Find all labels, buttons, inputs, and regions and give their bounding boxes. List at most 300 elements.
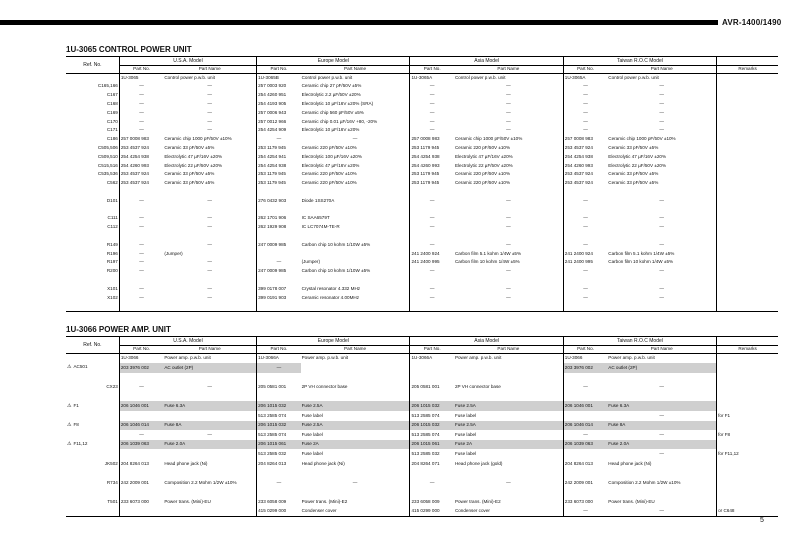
part-no-cell: — (257, 258, 301, 267)
part-no-cell: 257 0008 983 (119, 135, 163, 144)
ref-no-text: R200 (106, 268, 118, 274)
table-row (66, 179, 778, 188)
part-no-cell (563, 449, 607, 459)
part-name-cell: Carbon chip 10 kohm 1/10W ±5% (301, 241, 371, 247)
part-no-cell: 205 0581 001 (257, 382, 301, 392)
part-name-cell: Power trans. (Mini)-E2 (301, 498, 348, 504)
table-row (66, 459, 778, 469)
part-no-cell: 253 4537 924 (119, 144, 163, 153)
part-name-cell (607, 188, 716, 197)
table-row (66, 91, 778, 100)
part-name-cell: — (207, 285, 213, 291)
part-name-header: Part Name (607, 66, 716, 74)
part-no-cell: 415 0299 000 (257, 507, 301, 517)
table-row (66, 392, 778, 402)
table-row (66, 249, 778, 258)
part-name-cell: AC outlet (2P) (607, 363, 716, 373)
part-no-cell: 233 6073 000 (119, 497, 163, 507)
remarks-cell (717, 354, 778, 364)
part-name-cell (163, 488, 256, 498)
part-no-cell: — (563, 82, 607, 91)
ref-no-cell (66, 179, 119, 188)
part-name-cell: Ceramic 33 pF/50V ±5% (608, 144, 659, 150)
ref-no-text: C509,510 (97, 153, 118, 159)
part-no-cell: — (563, 241, 607, 250)
ref-no-cell (66, 144, 119, 153)
part-no-cell: 233 6073 000 (563, 497, 607, 507)
part-no-cell (563, 188, 607, 197)
ref-no-text: C170 (106, 118, 118, 124)
remarks-cell (717, 100, 778, 109)
part-no-cell: — (119, 382, 163, 392)
part-no-cell: 253 1179 945 (410, 170, 454, 179)
part-no-header: Part No. (257, 66, 301, 74)
part-name-cell: — (506, 83, 511, 89)
ref-no-text: C186 (106, 136, 118, 142)
part-no-cell: — (563, 197, 607, 206)
parts-table-power-amp (66, 336, 778, 517)
part-no-cell: — (119, 82, 163, 91)
part-no-cell: 206 1015 061 (257, 440, 301, 450)
header-row-columns (66, 66, 778, 74)
part-no-cell: 1U-3065B (257, 74, 301, 83)
remarks-cell (717, 382, 778, 392)
part-name-cell: Fuse 2.5A (301, 421, 410, 431)
part-name-cell: Carbon film 10 kohm 1/4W ±5% (608, 259, 674, 265)
part-no-cell: 253 1179 945 (257, 170, 301, 179)
part-no-cell: — (119, 214, 163, 223)
part-name-cell (454, 488, 563, 498)
part-name-cell (301, 302, 410, 311)
part-name-cell: Fuse 2.5A (301, 401, 410, 411)
table-row (66, 401, 778, 411)
remarks-cell (717, 373, 778, 383)
remarks-cell (717, 126, 778, 135)
ref-no-cell (66, 276, 119, 285)
part-no-header: Part No. (119, 66, 163, 74)
ref-no-cell (66, 401, 119, 411)
remarks-cell: for F11,12 (717, 449, 778, 459)
part-name-cell: Ceramic 220 pF/50V ±10% (454, 171, 511, 177)
part-no-cell (563, 205, 607, 214)
part-no-cell (257, 488, 301, 498)
ref-no-cell (66, 392, 119, 402)
table-row (66, 232, 778, 241)
remarks-cell: for F8 (717, 430, 778, 440)
part-name-cell: — (207, 92, 213, 98)
part-name-cell (301, 488, 410, 498)
part-no-cell (410, 488, 454, 498)
safety-warning-icon: ⚠ (67, 364, 72, 371)
ref-no-cell (66, 109, 119, 118)
part-no-cell (410, 373, 454, 383)
part-no-cell (410, 276, 454, 285)
part-no-cell: — (119, 430, 163, 440)
ref-no-cell (66, 232, 119, 241)
part-name-cell: Fuse 2A (301, 440, 410, 450)
part-no-cell (257, 302, 301, 311)
part-no-cell: — (410, 100, 454, 109)
part-name-cell (301, 249, 410, 258)
ref-no-cell (66, 223, 119, 232)
table-row (66, 276, 778, 285)
part-no-cell: 253 1179 945 (410, 179, 454, 188)
part-name-cell: Ceramic 33 pF/50V ±5% (164, 180, 215, 186)
remarks-cell (717, 258, 778, 267)
part-no-cell: — (563, 214, 607, 223)
part-name-cell: — (506, 294, 511, 300)
remarks-cell (717, 232, 778, 241)
part-name-cell (607, 232, 716, 241)
part-no-cell: 513 2585 074 (410, 430, 454, 440)
model-name: AVR-1400/1490 (722, 18, 782, 27)
table-row (66, 197, 778, 206)
ref-no-text: R196 (106, 250, 118, 256)
part-no-cell: 399 0191 903 (257, 293, 301, 302)
part-name-cell (163, 411, 256, 421)
remarks-cell (717, 223, 778, 232)
part-name-cell: Fuse label (301, 431, 323, 437)
table-row (66, 117, 778, 126)
remarks-header: Remarks (717, 346, 778, 354)
part-no-cell: 257 0008 983 (410, 135, 454, 144)
part-no-cell: 513 2585 074 (257, 430, 301, 440)
part-no-cell: 204 8264 013 (563, 459, 607, 469)
part-name-cell: Head phone jack (Ni) (164, 460, 208, 466)
part-no-cell: 206 1046 001 (563, 401, 607, 411)
part-name-cell (301, 392, 410, 402)
part-no-cell: 241 2400 995 (563, 258, 607, 267)
part-name-cell (163, 392, 256, 402)
part-name-cell: — (207, 83, 213, 89)
part-name-cell: Electrolytic 22 µF/50V ±20% (608, 162, 667, 168)
table-row (66, 373, 778, 383)
ref-no-cell (66, 382, 119, 392)
ref-no-cell (66, 354, 119, 364)
part-no-cell: 1U-3066 (119, 354, 163, 364)
part-name-cell (163, 276, 256, 285)
part-no-cell: 253 1179 945 (257, 179, 301, 188)
table-row (66, 293, 778, 302)
part-no-cell: 253 4537 924 (563, 170, 607, 179)
part-name-cell: — (659, 100, 664, 106)
part-name-cell (163, 232, 256, 241)
part-no-cell: — (119, 285, 163, 294)
remarks-cell (717, 363, 778, 373)
ref-no-cell (66, 205, 119, 214)
part-name-cell (163, 188, 256, 197)
part-no-cell (119, 302, 163, 311)
part-no-cell: 204 8264 071 (410, 459, 454, 469)
table-row (66, 363, 778, 373)
part-no-cell: 254 4260 993 (410, 161, 454, 170)
part-name-cell (301, 276, 410, 285)
ref-no-cell (66, 459, 119, 469)
part-no-header: Part No. (257, 346, 301, 354)
part-name-cell: 2P VH connector base (301, 383, 348, 389)
ref-no-cell (66, 421, 119, 431)
part-name-cell: Carbon film 5.1 kohm 1/4W ±5% (608, 250, 675, 256)
part-no-cell: 206 1046 014 (119, 421, 163, 431)
part-name-cell: — (659, 118, 664, 124)
part-no-cell: 206 1015 032 (257, 421, 301, 431)
remarks-cell (717, 214, 778, 223)
table-row (66, 411, 778, 421)
part-name-cell: Electrolytic 100 µF/16V ±20% (301, 153, 362, 159)
ref-no-cell (66, 449, 119, 459)
part-name-cell: Ceramic 220 pF/50V ±10% (301, 144, 357, 150)
part-name-cell: Power amp. p.w.b. unit (608, 355, 655, 361)
remarks-cell (717, 267, 778, 276)
ref-no-text: C515,516 (97, 162, 118, 168)
part-name-cell: Fuse 6.3A (163, 401, 256, 411)
part-no-cell: — (410, 214, 454, 223)
part-name-cell (607, 373, 716, 383)
part-name-cell: — (207, 383, 213, 389)
part-no-cell: 1U-3066A (257, 354, 301, 364)
part-name-cell: Ceramic 220 pF/50V ±10% (301, 171, 357, 177)
ref-no-text: C535,536 (97, 171, 118, 177)
part-no-cell: 205 0581 001 (410, 382, 454, 392)
ref-no-text: D101 (106, 197, 118, 203)
part-no-cell (257, 188, 301, 197)
part-name-header: Part Name (454, 66, 563, 74)
part-no-cell (119, 488, 163, 498)
remarks-cell (717, 421, 778, 431)
part-no-cell (563, 232, 607, 241)
part-name-header: Part Name (454, 346, 563, 354)
table-row (66, 144, 778, 153)
part-name-cell (454, 373, 563, 383)
part-no-cell: 513 2585 074 (257, 411, 301, 421)
remarks-cell (717, 135, 778, 144)
part-no-cell: — (410, 109, 454, 118)
part-name-cell: Fuse label (301, 450, 323, 456)
part-name-cell: Ceramic chip 27 pF/50V ±5% (301, 83, 362, 89)
part-name-header: Part Name (301, 346, 410, 354)
table-row (66, 82, 778, 91)
part-no-cell: 399 0178 007 (257, 285, 301, 294)
part-name-cell: — (659, 127, 664, 133)
ref-no-text: F8 (73, 421, 79, 427)
part-name-cell: Power amp. p.w.b. unit (454, 355, 502, 361)
part-no-cell: 253 4537 924 (119, 179, 163, 188)
remarks-cell (717, 74, 778, 83)
part-no-cell: — (119, 91, 163, 100)
ref-no-cell (66, 153, 119, 162)
ref-no-cell (66, 170, 119, 179)
part-name-cell: — (207, 431, 213, 437)
remarks-cell (717, 302, 778, 311)
part-name-cell (163, 373, 256, 383)
remarks-cell (717, 293, 778, 302)
part-no-cell: — (410, 223, 454, 232)
part-no-cell (119, 411, 163, 421)
ref-no-text: R149 (106, 241, 118, 247)
part-no-cell: 257 0012 966 (257, 117, 301, 126)
part-name-cell: — (207, 100, 213, 106)
part-no-cell (410, 469, 454, 479)
part-name-cell: — (207, 109, 213, 115)
remarks-cell (717, 459, 778, 469)
part-name-cell: Control power p.w.b. unit (608, 74, 659, 80)
part-no-cell: — (410, 285, 454, 294)
part-no-cell: — (563, 293, 607, 302)
part-name-cell: Head phone jack (Ni) (301, 460, 345, 466)
part-no-cell: 203 3976 002 (563, 363, 607, 373)
part-no-cell: 241 2400 995 (410, 258, 454, 267)
part-no-cell: 253 4537 924 (119, 170, 163, 179)
part-no-cell: 513 2585 032 (257, 449, 301, 459)
remarks-header-blank (717, 57, 778, 66)
part-no-cell: 206 1015 032 (410, 421, 454, 431)
part-no-cell: — (410, 91, 454, 100)
part-no-cell: — (119, 223, 163, 232)
part-name-cell: Fuse 2.0A (607, 440, 716, 450)
ref-no-cell (66, 363, 119, 373)
ref-no-cell (66, 488, 119, 498)
remarks-cell (717, 285, 778, 294)
part-no-cell: — (563, 126, 607, 135)
table-row (66, 74, 778, 83)
part-name-cell: — (506, 127, 511, 133)
table-row (66, 214, 778, 223)
table-row (66, 430, 778, 440)
part-name-cell: Ceramic resonator 4.00MHz (301, 294, 360, 300)
part-no-cell: — (410, 267, 454, 276)
part-no-cell (410, 188, 454, 197)
remarks-cell (717, 488, 778, 498)
remarks-cell (717, 91, 778, 100)
part-no-cell: 241 2400 924 (410, 249, 454, 258)
part-name-cell (607, 392, 716, 402)
header-rule (0, 20, 718, 25)
part-no-cell: 1U-3065 (119, 74, 163, 83)
ref-no-text: AC501 (73, 364, 88, 370)
section-title-control-power: 1U-3065 CONTROL POWER UNIT (66, 45, 192, 54)
part-name-cell: — (659, 215, 664, 221)
part-name-cell: Fuse 8A (607, 421, 716, 431)
table-row (66, 382, 778, 392)
part-name-cell (301, 469, 410, 479)
part-name-cell: Electrolytic 47 µF/16V ±20% (301, 162, 360, 168)
part-no-cell: 415 0299 000 (410, 507, 454, 517)
part-name-cell (607, 302, 716, 311)
ref-no-cell (66, 91, 119, 100)
part-name-cell: Carbon film 10 kohm 1/4W ±5% (454, 259, 520, 265)
table-row (66, 205, 778, 214)
part-name-cell: — (207, 268, 213, 274)
remarks-cell (717, 109, 778, 118)
ref-no-cell (66, 117, 119, 126)
part-name-cell: — (207, 294, 213, 300)
table-row (66, 285, 778, 294)
ref-no-cell (66, 302, 119, 311)
ref-no-cell (66, 249, 119, 258)
remarks-header-blank (717, 337, 778, 346)
part-name-cell (163, 469, 256, 479)
part-name-cell: — (207, 127, 213, 133)
part-no-cell (119, 276, 163, 285)
ref-no-cell (66, 126, 119, 135)
table-row (66, 161, 778, 170)
remarks-cell (717, 197, 778, 206)
part-name-cell: — (506, 100, 511, 106)
ref-no-text: C167 (106, 92, 118, 98)
part-no-cell (410, 302, 454, 311)
table-row (66, 488, 778, 498)
part-no-cell: 206 1046 001 (119, 401, 163, 411)
part-name-cell: — (352, 136, 358, 142)
table-row (66, 478, 778, 488)
remarks-cell (717, 117, 778, 126)
region-header: Taiwan R.O.C Model (563, 337, 716, 346)
part-name-cell: — (659, 92, 664, 98)
table-row (66, 449, 778, 459)
part-no-cell: — (563, 267, 607, 276)
part-name-cell: Power amp. p.w.b. unit (164, 355, 211, 361)
part-name-cell: Fuse label (301, 412, 323, 418)
part-name-cell: IC SAA6579T (301, 215, 330, 221)
part-name-cell: — (506, 479, 511, 485)
part-name-cell: Ceramic 220 pF/50V ±10% (454, 180, 511, 186)
remarks-cell (717, 153, 778, 162)
part-name-cell (607, 469, 716, 479)
part-no-cell: — (410, 117, 454, 126)
part-no-cell: — (410, 126, 454, 135)
part-no-cell: — (410, 82, 454, 91)
part-name-cell: — (207, 224, 213, 230)
page-number: 5 (760, 517, 764, 524)
part-name-cell (454, 363, 563, 373)
table-row (66, 302, 778, 311)
part-name-cell: — (659, 109, 664, 115)
part-name-cell: Carbon film 5.1 kohm 1/4W ±5% (454, 250, 522, 256)
part-name-cell: Carbon chip 10 kohm 1/10W ±5% (301, 268, 371, 274)
ref-no-text: C168 (106, 100, 118, 106)
part-name-cell: Ceramic 33 pF/50V ±5% (608, 171, 659, 177)
part-no-header: Part No. (563, 346, 607, 354)
part-no-cell: — (119, 241, 163, 250)
part-name-cell (301, 205, 410, 214)
part-name-cell (607, 205, 716, 214)
part-no-cell (410, 232, 454, 241)
part-no-cell: 206 1015 061 (410, 440, 454, 450)
ref-no-cell (66, 161, 119, 170)
part-name-cell: Fuse 8A (163, 421, 256, 431)
region-header: Asia Model (410, 337, 563, 346)
remarks-cell (717, 179, 778, 188)
part-no-cell (257, 469, 301, 479)
part-no-cell: — (119, 258, 163, 267)
table-row (66, 469, 778, 479)
part-no-cell: 1U-3066 (563, 354, 607, 364)
ref-no-cell (66, 214, 119, 223)
part-name-cell (163, 449, 256, 459)
part-no-cell: — (563, 430, 607, 440)
ref-no-cell (66, 478, 119, 488)
part-no-cell: — (257, 478, 301, 488)
part-name-cell: Fuse 2.5A (454, 401, 563, 411)
part-no-cell: 206 1039 063 (563, 440, 607, 450)
safety-warning-icon: ⚠ (67, 441, 72, 448)
table-row (66, 421, 778, 431)
table-row (66, 100, 778, 109)
part-no-cell: 254 4193 905 (257, 100, 301, 109)
part-no-cell: — (563, 507, 607, 517)
part-name-cell: Ceramic chip 1000 pF/50V ±10% (164, 136, 232, 142)
part-name-cell: Control power p.w.b. unit (301, 74, 353, 80)
